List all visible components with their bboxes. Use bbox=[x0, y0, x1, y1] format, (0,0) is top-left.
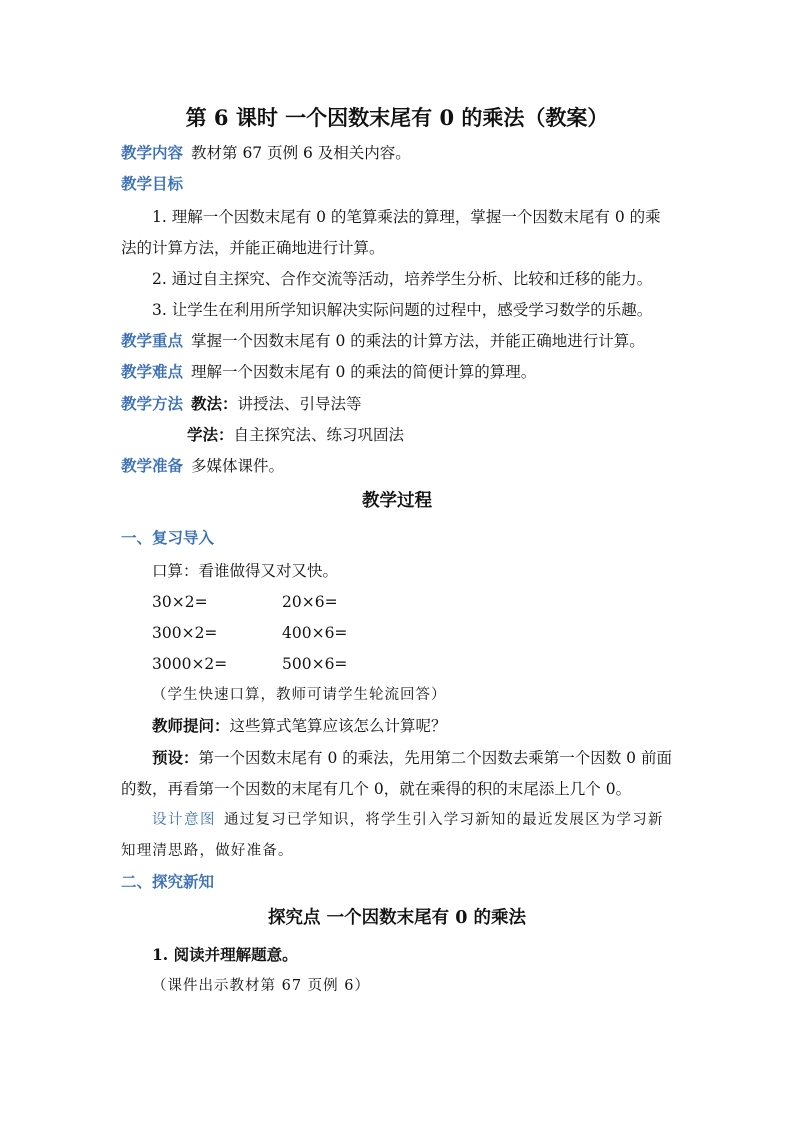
teacher-question-label: 教师提问： bbox=[152, 716, 230, 735]
preset-line-2: 的数，再看第一个因数的末尾有几个 0，就在乘得的积的末尾添上几个 0。 bbox=[121, 780, 632, 798]
intent-line-2: 知理清思路，做好准备。 bbox=[121, 843, 294, 859]
prep-label: 教学准备 bbox=[121, 456, 184, 475]
teacher-question-row bbox=[152, 715, 447, 737]
teach-method-label: 教法： bbox=[191, 394, 238, 413]
section-2-subheading: 探究点 一个因数末尾有 0 的乘法 bbox=[268, 908, 526, 928]
teach-method-text: 讲授法、引导法等 bbox=[237, 395, 362, 413]
key-point-label: 教学重点 bbox=[121, 331, 184, 350]
learn-method-text: 自主探究法、练习巩固法 bbox=[233, 426, 405, 444]
goal-1-line-1: 1. 理解一个因数末尾有 0 的笔算乘法的算理，掌握一个因数末尾有 0 的乘 bbox=[152, 208, 661, 226]
exercise-1-right: 20×6= bbox=[282, 593, 338, 611]
exercise-2-left: 300×2= bbox=[152, 624, 218, 642]
methods-label: 教学方法 bbox=[121, 394, 184, 413]
goal-3: 3. 让学生在利用所学知识解决实际问题的过程中，感受学习数学的乐趣。 bbox=[152, 301, 653, 319]
teacher-question-text: 这些算式笔算应该怎么计算呢？ bbox=[229, 717, 447, 735]
page-title: 第 6 课时 一个因数末尾有 0 的乘法（教案） bbox=[185, 105, 609, 130]
preset-label: 预设： bbox=[152, 748, 199, 767]
methods-row bbox=[121, 393, 362, 415]
step-1: 1. 阅读并理解题意。 bbox=[152, 945, 298, 964]
exercise-note: （学生快速口算，教师可请学生轮流回答） bbox=[152, 687, 447, 703]
content-row bbox=[121, 142, 411, 164]
preset-line-1: 第一个因数末尾有 0 的乘法，先用第二个因数去乘第一个因数 0 前面 bbox=[198, 749, 672, 767]
learn-method-row bbox=[187, 424, 404, 446]
difficulty-label: 教学难点 bbox=[121, 362, 184, 381]
exercise-3-left: 3000×2= bbox=[152, 655, 228, 673]
preset-row bbox=[152, 747, 672, 769]
goal-1-line-2: 法的计算方法，并能正确地进行计算。 bbox=[121, 239, 385, 257]
intent-row bbox=[152, 809, 664, 831]
section-1-intro: 口算：看谁做得又对又快。 bbox=[152, 562, 339, 580]
section-1-heading: 一、复习导入 bbox=[121, 528, 215, 547]
goal-2: 2. 通过自主探究、合作交流等活动，培养学生分析、比较和迁移的能力。 bbox=[152, 270, 653, 288]
exercise-3-right: 500×6= bbox=[282, 655, 348, 673]
learn-method-label: 学法： bbox=[187, 425, 234, 444]
difficulty-text: 理解一个因数末尾有 0 的乘法的简便计算的算理。 bbox=[191, 363, 537, 381]
intent-line-1: 通过复习已学知识，将学生引入学习新知的最近发展区为学习新 bbox=[224, 812, 664, 828]
difficulty-row bbox=[121, 361, 536, 383]
intent-label: 设计意图 bbox=[152, 812, 216, 828]
step-1-note: （课件出示教材第 67 页例 6） bbox=[152, 978, 371, 994]
prep-row bbox=[121, 455, 284, 477]
exercise-1-left: 30×2= bbox=[152, 593, 208, 611]
key-point-row bbox=[121, 330, 645, 352]
exercise-2-right: 400×6= bbox=[282, 624, 348, 642]
goals-label: 教学目标 bbox=[121, 174, 184, 193]
section-2-heading: 二、探究新知 bbox=[121, 872, 215, 891]
content-text: 教材第 67 页例 6 及相关内容。 bbox=[191, 144, 411, 162]
content-label: 教学内容 bbox=[121, 143, 184, 162]
process-heading: 教学过程 bbox=[362, 491, 432, 511]
key-point-text: 掌握一个因数末尾有 0 的乘法的计算方法，并能正确地进行计算。 bbox=[191, 332, 645, 350]
prep-text: 多媒体课件。 bbox=[191, 457, 285, 475]
